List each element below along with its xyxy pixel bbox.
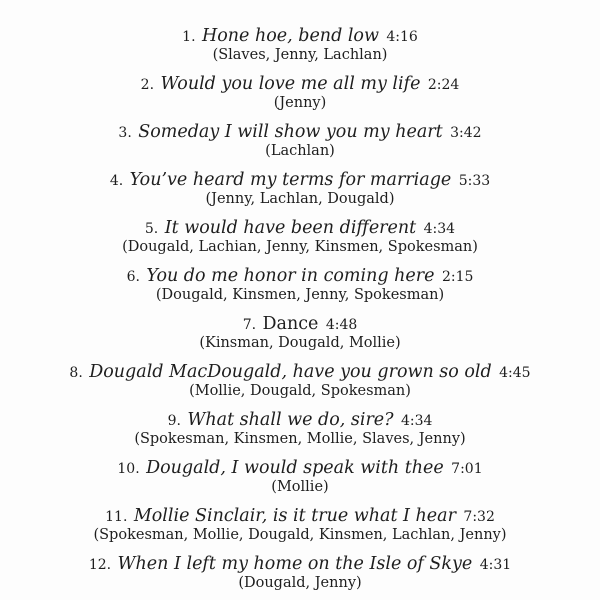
track-item <box>0 218 600 256</box>
track-item <box>0 74 600 112</box>
track-item <box>0 458 600 496</box>
track-duration: 4:31 <box>475 557 512 573</box>
track-item <box>0 266 600 304</box>
track-item <box>0 554 600 592</box>
track-item <box>0 362 600 400</box>
track-title-line <box>0 410 600 431</box>
track-credits: (Jenny, Lachlan, Dougald) <box>205 191 395 207</box>
track-title-line <box>0 122 600 143</box>
track-credits: (Dougald, Kinsmen, Jenny, Spokesman) <box>155 287 445 303</box>
track-number: 10. <box>117 461 145 477</box>
track-number: 6. <box>126 269 145 285</box>
track-item <box>0 170 600 208</box>
track-number: 3. <box>118 125 137 141</box>
track-duration: 7:01 <box>446 461 483 477</box>
track-title-line <box>0 554 600 575</box>
track-duration: 4:16 <box>381 29 418 45</box>
track-duration: 2:15 <box>437 269 474 285</box>
track-title-line <box>0 74 600 95</box>
track-title: It would have been different <box>164 218 417 238</box>
track-number: 12. <box>88 557 116 573</box>
track-duration: 4:34 <box>419 221 456 237</box>
track-title: Someday I will show you my heart <box>138 122 443 142</box>
track-number: 1. <box>182 29 200 45</box>
track-item <box>0 122 600 160</box>
track-credits: (Spokesman, Mollie, Dougald, Kinsmen, Lachlan, Jenny) <box>93 527 507 543</box>
track-title: When I left my home on the Isle of Skye <box>117 554 473 574</box>
track-credits: (Slaves, Jenny, Lachlan) <box>212 47 388 63</box>
track-credits: (Kinsman, Dougald, Mollie) <box>199 335 401 351</box>
track-duration: 4:48 <box>321 317 358 333</box>
track-title-line <box>0 26 600 47</box>
track-duration: 5:33 <box>454 173 491 189</box>
track-title-line <box>0 170 600 191</box>
track-title: Dougald MacDougald, have you grown so old <box>89 362 492 382</box>
track-number: 11. <box>105 509 132 525</box>
track-item <box>0 506 600 544</box>
track-title: Mollie Sinclair, is it true what I hear <box>133 506 456 526</box>
track-number: 7. <box>242 317 261 333</box>
track-credits: (Spokesman, Kinsmen, Mollie, Slaves, Jenny) <box>134 431 466 447</box>
track-title-line <box>0 314 600 335</box>
track-credits: (Dougald, Lachian, Jenny, Kinsmen, Spokesman) <box>122 239 478 255</box>
track-title: What shall we do, sire? <box>187 410 394 430</box>
track-number: 9. <box>167 413 186 429</box>
track-number: 5. <box>144 221 163 237</box>
track-title: You do me honor in coming here <box>146 266 435 286</box>
track-title: You’ve heard my terms for marriage <box>129 170 452 190</box>
track-title-line <box>0 458 600 479</box>
track-duration: 7:32 <box>458 509 495 525</box>
track-number: 8. <box>69 365 88 381</box>
track-credits: (Mollie, Dougald, Spokesman) <box>189 383 411 399</box>
track-title: Hone hoe, bend low <box>201 26 379 46</box>
track-title: Dance <box>262 314 319 334</box>
track-number: 4. <box>109 173 128 189</box>
track-title-line <box>0 266 600 287</box>
track-title-line <box>0 218 600 239</box>
track-title-line <box>0 506 600 527</box>
track-title: Dougald, I would speak with thee <box>146 458 444 478</box>
track-credits: (Dougald, Jenny) <box>238 575 362 591</box>
track-credits: (Jenny) <box>273 95 327 111</box>
track-item <box>0 314 600 352</box>
track-item <box>0 410 600 448</box>
track-title: Would you love me all my life <box>160 74 421 94</box>
track-duration: 2:24 <box>423 77 460 93</box>
track-credits: (Mollie) <box>271 479 329 495</box>
track-title-line <box>0 362 600 383</box>
track-duration: 4:45 <box>494 365 531 381</box>
track-credits: (Lachlan) <box>265 143 335 159</box>
track-duration: 3:42 <box>445 125 482 141</box>
track-item <box>0 26 600 64</box>
track-number: 2. <box>140 77 159 93</box>
track-duration: 4:34 <box>396 413 433 429</box>
